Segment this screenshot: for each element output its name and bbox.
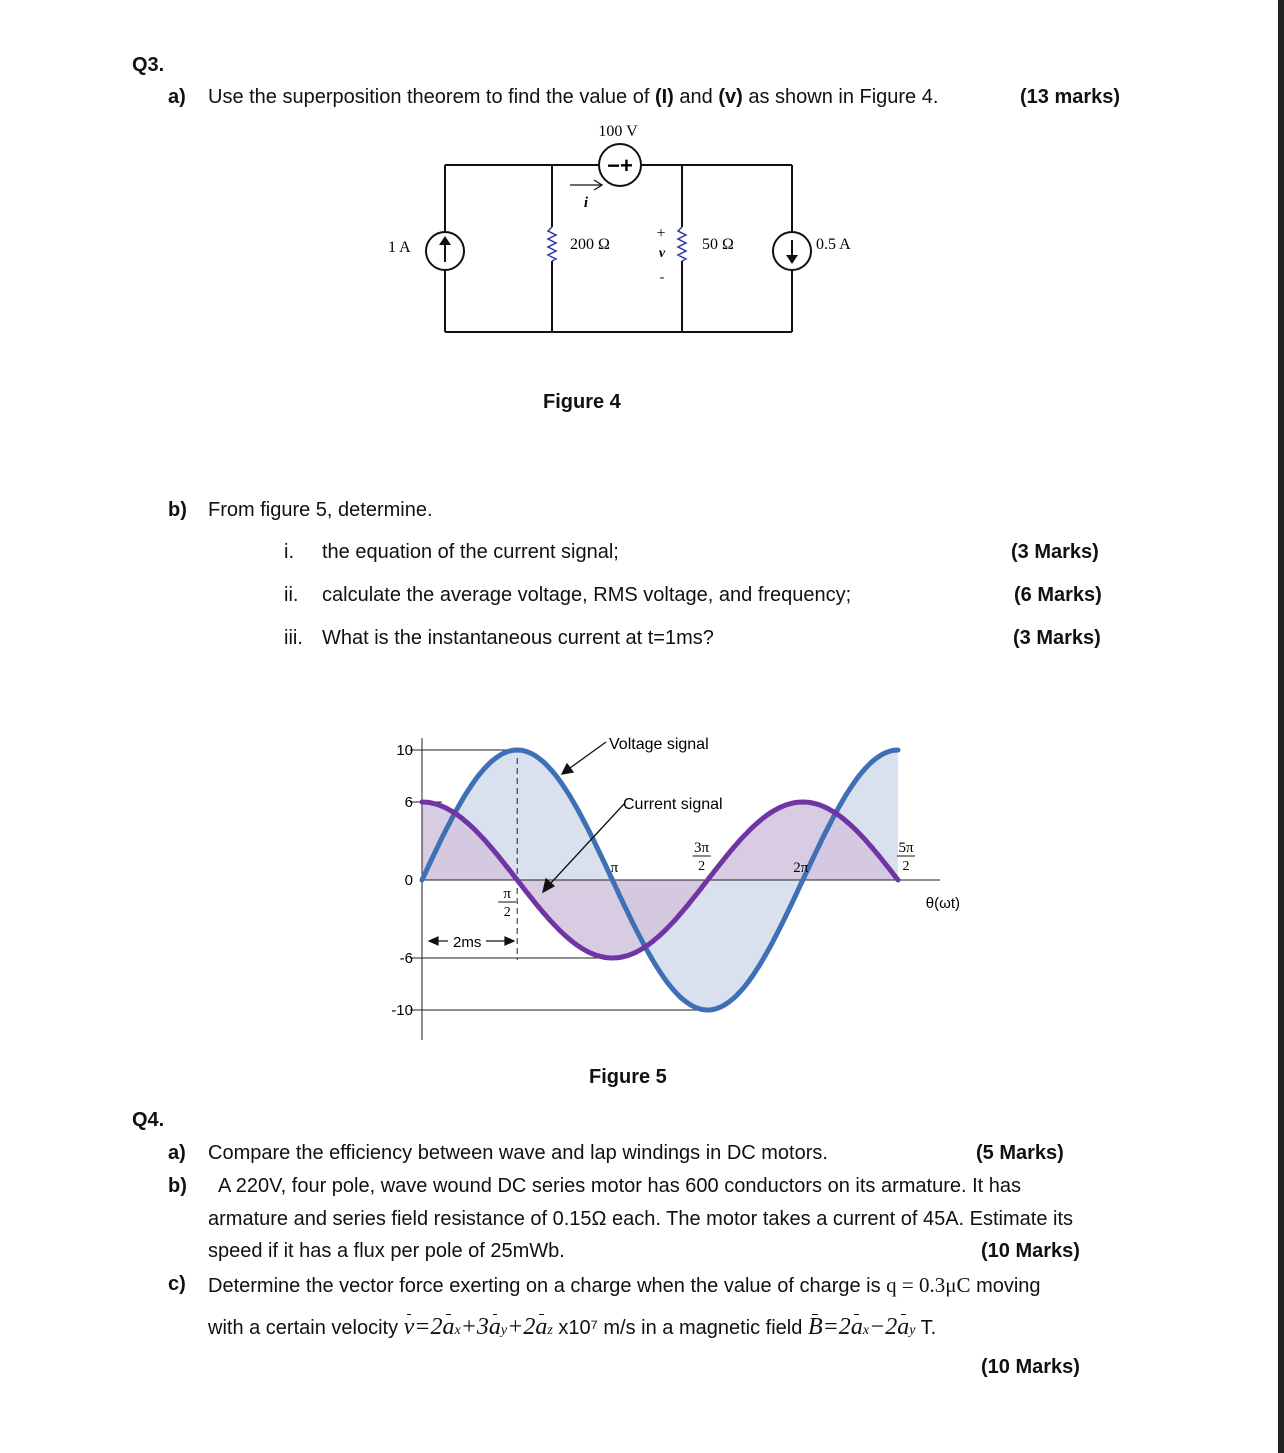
x-tick-2pi: 2π xyxy=(793,860,809,876)
voltage-arrowhead xyxy=(562,764,573,774)
q3b-item-2-marks: (6 Marks) xyxy=(1014,584,1102,606)
q4b-label: b) xyxy=(168,1175,187,1197)
x-tick-5pi-half-den: 2 xyxy=(902,859,910,874)
q4b-line1: A 220V, four pole, wave wound DC series motor has 600 conductors on its armature. It has xyxy=(218,1175,1022,1197)
y-tick-label: -10 xyxy=(391,1002,413,1019)
charge-expression: q = 0.3μC xyxy=(886,1273,971,1297)
q3b-item-1-marks: (3 Marks) xyxy=(1011,541,1099,563)
ms-marker-arrow-left xyxy=(429,937,438,945)
x-tick-pi-half-num: π xyxy=(503,886,511,902)
x-axis-label: θ(ωt) xyxy=(925,895,960,912)
q4b-line2: armature and series field resistance of 0.15Ω each. The motor takes a current of 45A. Estimate its xyxy=(208,1208,1073,1230)
voltage-source-sign: −+ xyxy=(607,153,633,178)
q3a-marks: (13 marks) xyxy=(1020,86,1121,108)
current-source-05a-icon xyxy=(773,232,811,270)
resistor-50-label: 50 Ω xyxy=(702,236,734,253)
page-edge xyxy=(1278,0,1284,1453)
current-source-left-label: 1 A xyxy=(388,239,411,256)
q3b-item-3-text: What is the instantaneous current at t=1ms? xyxy=(322,627,714,649)
ms-marker-arrow-right xyxy=(505,937,514,945)
q4a-marks: (5 Marks) xyxy=(976,1142,1064,1164)
resistor-200-icon xyxy=(548,227,556,261)
source-voltage-label: 100 V xyxy=(598,123,638,140)
q4c-line2: with a certain velocity v=2ax+3ay+2az x10⁷ m/s in a magnetic field B=2ax−2ay T. xyxy=(208,1314,937,1340)
q3b-item-1-num: i. xyxy=(284,541,294,563)
q3b-item-2-num: ii. xyxy=(284,584,299,606)
x-tick-pi: π xyxy=(610,860,619,876)
y-tick-label: 10 xyxy=(396,742,413,759)
voltage-label-v: v xyxy=(658,246,666,261)
q3a-text: Use the superposition theorem to find the value of (I) and (v) as shown in Figure 4. xyxy=(208,86,939,108)
q4c-line1: Determine the vector force exerting on a charge when the value of charge is q = 0.3μC moving xyxy=(208,1273,1041,1297)
q3b-text: From figure 5, determine. xyxy=(208,499,433,521)
q4c-marks: (10 Marks) xyxy=(981,1356,1080,1378)
velocity-expression: v=2ax+3ay+2az xyxy=(403,1314,553,1340)
q3b-item-1-text: the equation of the current signal; xyxy=(322,541,619,563)
q3b-label: b) xyxy=(168,499,187,521)
voltage-plus: + xyxy=(656,225,666,242)
resistor-50-icon xyxy=(678,227,686,261)
x-tick-3pi-half-num: 3π xyxy=(694,840,710,856)
q4c-label: c) xyxy=(168,1273,186,1295)
voltage-signal-label: Voltage signal xyxy=(609,736,709,753)
ms-marker-label: 2ms xyxy=(453,934,482,951)
figure-4-circuit xyxy=(380,115,880,345)
q4b-line3: speed if it has a flux per pole of 25mWb. xyxy=(208,1240,565,1262)
q4-heading: Q4. xyxy=(132,1109,165,1131)
voltage-annotation-arrow xyxy=(570,742,606,768)
current-source-right-label: 0.5 A xyxy=(816,236,851,253)
q3b-item-2-text: calculate the average voltage, RMS voltage, and frequency; xyxy=(322,584,852,606)
voltage-minus: - xyxy=(659,270,665,285)
y-tick-label: 0 xyxy=(404,872,413,889)
y-tick-label: 6 xyxy=(404,794,413,811)
x-tick-5pi-half-num: 5π xyxy=(898,840,914,856)
field-expression: B=2ax−2ay xyxy=(807,1314,916,1340)
x-tick-3pi-half-den: 2 xyxy=(698,859,706,874)
q4a-label: a) xyxy=(168,1142,186,1164)
voltage-source-icon xyxy=(599,144,641,186)
y-tick-label: -6 xyxy=(399,950,413,967)
current-signal-label: Current signal xyxy=(623,796,723,813)
current-label-i: i xyxy=(583,195,589,211)
q3b-item-3-num: iii. xyxy=(284,627,303,649)
current-arrow-icon xyxy=(570,180,602,190)
q4b-marks: (10 Marks) xyxy=(981,1240,1080,1262)
q3a-label: a) xyxy=(168,86,186,108)
figure-5-chart xyxy=(380,720,980,1050)
q4a-text: Compare the efficiency between wave and lap windings in DC motors. xyxy=(208,1142,828,1164)
figure-5-caption: Figure 5 xyxy=(589,1066,667,1088)
q3-heading: Q3. xyxy=(132,54,165,76)
current-source-1a-icon xyxy=(426,232,464,270)
resistor-200-label: 200 Ω xyxy=(570,236,610,253)
x-tick-pi-half-den: 2 xyxy=(503,905,511,920)
q3b-item-3-marks: (3 Marks) xyxy=(1013,627,1101,649)
figure-4-caption: Figure 4 xyxy=(543,391,621,413)
